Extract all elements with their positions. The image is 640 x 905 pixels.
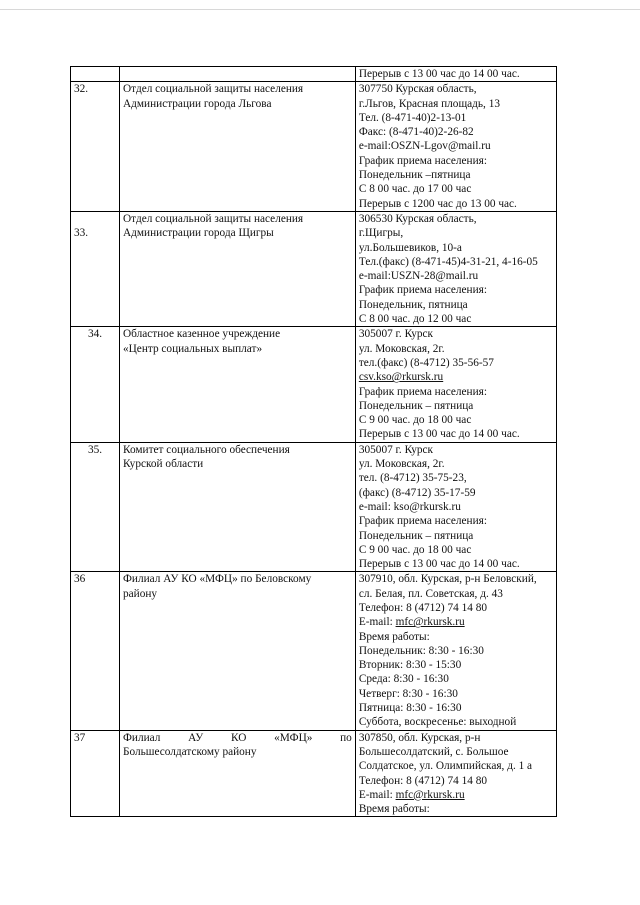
phone-line: тел. (8-4712) 35-75-23, xyxy=(358,472,467,485)
address-line: 307750 Курская область, xyxy=(358,83,477,96)
address-line: ул. Моковская, 2г. xyxy=(358,458,445,471)
table-row xyxy=(71,327,557,442)
schedule-title: График приема населения: xyxy=(358,515,487,528)
email-link[interactable]: mfc@rkursk.ru xyxy=(395,788,465,801)
address-line: Большесолдатский, с. Большое xyxy=(358,745,509,758)
info-line: Перерыв с 13 00 час до 14 00 час. xyxy=(358,68,520,80)
schedule-days: Понедельник –пятница xyxy=(358,169,471,182)
email-line[interactable]: E-mail: mfc@rkursk.ru xyxy=(358,616,465,629)
schedule-hours: С 8 00 час. до 12 00 час xyxy=(358,313,472,326)
contact-info xyxy=(355,572,556,730)
contact-info xyxy=(355,211,556,326)
phone-line: Телефон: 8 (4712) 74 14 80 xyxy=(358,601,488,614)
fax-line: (факс) (8-4712) 35-17-59 xyxy=(358,486,476,499)
schedule-days: Понедельник, пятница xyxy=(358,298,468,311)
hours-thursday: Четверг: 8:30 - 16:30 xyxy=(358,687,458,700)
phone-line: Тел.(факс) (8-471-45)4-31-21, 4-16-05 xyxy=(358,255,538,268)
email-link[interactable]: csv.kso@rkursk.ru xyxy=(358,371,444,384)
hours-monday: Понедельник: 8:30 - 16:30 xyxy=(358,644,484,657)
table-row xyxy=(71,82,557,212)
address-line: 305007 г. Курск xyxy=(358,328,434,341)
phone-line: Тел. (8-471-40)2-13-01 xyxy=(358,111,467,124)
address-line: г.Щигры, xyxy=(358,227,404,240)
row-number: 32. xyxy=(71,82,120,212)
schedule-title: График приема населения: xyxy=(358,154,487,167)
justified-name-line: Филиал АУ КО «МФЦ» по xyxy=(123,731,352,744)
contact-info xyxy=(355,67,556,82)
scan-artifact-line xyxy=(0,9,640,10)
email-line[interactable]: e-mail:OSZN-Lgov@mail.ru xyxy=(358,140,491,153)
row-number xyxy=(71,67,120,82)
email-link[interactable]: mfc@rkursk.ru xyxy=(395,616,465,629)
address-line: 305007 г. Курск xyxy=(358,443,434,456)
address-line: г.Льгов, Красная площадь, 13 xyxy=(358,97,501,110)
hours-friday: Пятница: 8:30 - 16:30 xyxy=(358,702,462,715)
table-row xyxy=(71,67,557,82)
organization-name: Филиал АУ КО «МФЦ» по Беловскому району xyxy=(120,572,356,730)
address-line: ул. Моковская, 2г. xyxy=(358,342,445,355)
row-number: 33. xyxy=(71,211,120,326)
address-line: ул.Большевиков, 10-а xyxy=(358,241,462,254)
hours-tuesday: Вторник: 8:30 - 15:30 xyxy=(358,659,462,672)
hours-wednesday: Среда: 8:30 - 16:30 xyxy=(358,673,449,686)
address-line: 306530 Курская область, xyxy=(358,212,477,225)
row-number: 36 xyxy=(71,572,120,730)
contact-info xyxy=(355,327,556,442)
phone-line: Телефон: 8 (4712) 74 14 80 xyxy=(358,774,488,787)
contact-info xyxy=(355,730,556,817)
schedule-break: Перерыв с 13 00 час до 14 00 час. xyxy=(358,558,520,571)
contact-info xyxy=(355,82,556,212)
address-line: 307850, обл. Курская, р-н xyxy=(358,731,481,744)
schedule-days: Понедельник – пятница xyxy=(358,399,474,412)
email-line[interactable]: e-mail:USZN-28@mail.ru xyxy=(358,270,479,283)
organization-name: Комитет социального обеспечения Курской области xyxy=(120,442,356,572)
address-line: Солдатское, ул. Олимпийская, д. 1 а xyxy=(358,760,533,773)
row-number: 35. xyxy=(71,442,120,572)
hours-weekend: Суббота, воскресенье: выходной xyxy=(358,716,517,729)
organization-name: Филиал АУ КО «МФЦ» по Большесолдатскому району xyxy=(120,730,356,817)
schedule-break: Перерыв с 1200 час до 13 00 час. xyxy=(358,197,517,210)
row-number: 34. xyxy=(71,327,120,442)
schedule-break: Перерыв с 13 00 час до 14 00 час. xyxy=(358,428,520,441)
organization-name xyxy=(120,67,356,82)
table-row xyxy=(71,572,557,730)
table-row xyxy=(71,730,557,817)
organization-name: Областное казенное учреждение «Центр социальных выплат» xyxy=(120,327,356,442)
row-number: 37 xyxy=(71,730,120,817)
schedule-days: Понедельник – пятница xyxy=(358,529,474,542)
schedule-hours: С 9 00 час. до 18 00 час xyxy=(358,414,472,427)
fax-line: Факс: (8-471-40)2-26-82 xyxy=(358,126,474,139)
contact-info xyxy=(355,442,556,572)
email-line[interactable]: E-mail: mfc@rkursk.ru xyxy=(358,788,465,801)
registry-table xyxy=(70,66,557,817)
hours-title: Время работы: xyxy=(358,630,430,643)
hours-title: Время работы: xyxy=(358,803,430,816)
address-line: сл. Белая, пл. Советская, д. 43 xyxy=(358,587,503,600)
schedule-hours: С 9 00 час. до 18 00 час xyxy=(358,543,472,556)
table-row xyxy=(71,211,557,326)
table-row xyxy=(71,442,557,572)
schedule-title: График приема населения: xyxy=(358,284,487,297)
address-line: 307910, обл. Курская, р-н Беловский, xyxy=(358,573,537,586)
schedule-title: График приема населения: xyxy=(358,385,487,398)
organization-name: Отдел социальной защиты населения Администрации города Щигры xyxy=(120,211,356,326)
organization-name: Отдел социальной защиты населения Администрации города Льгова xyxy=(120,82,356,212)
email-line[interactable]: e-mail: kso@rkursk.ru xyxy=(358,500,461,513)
schedule-hours: С 8 00 час. до 17 00 час xyxy=(358,183,472,196)
phone-line: тел.(факс) (8-4712) 35-56-57 xyxy=(358,356,494,369)
